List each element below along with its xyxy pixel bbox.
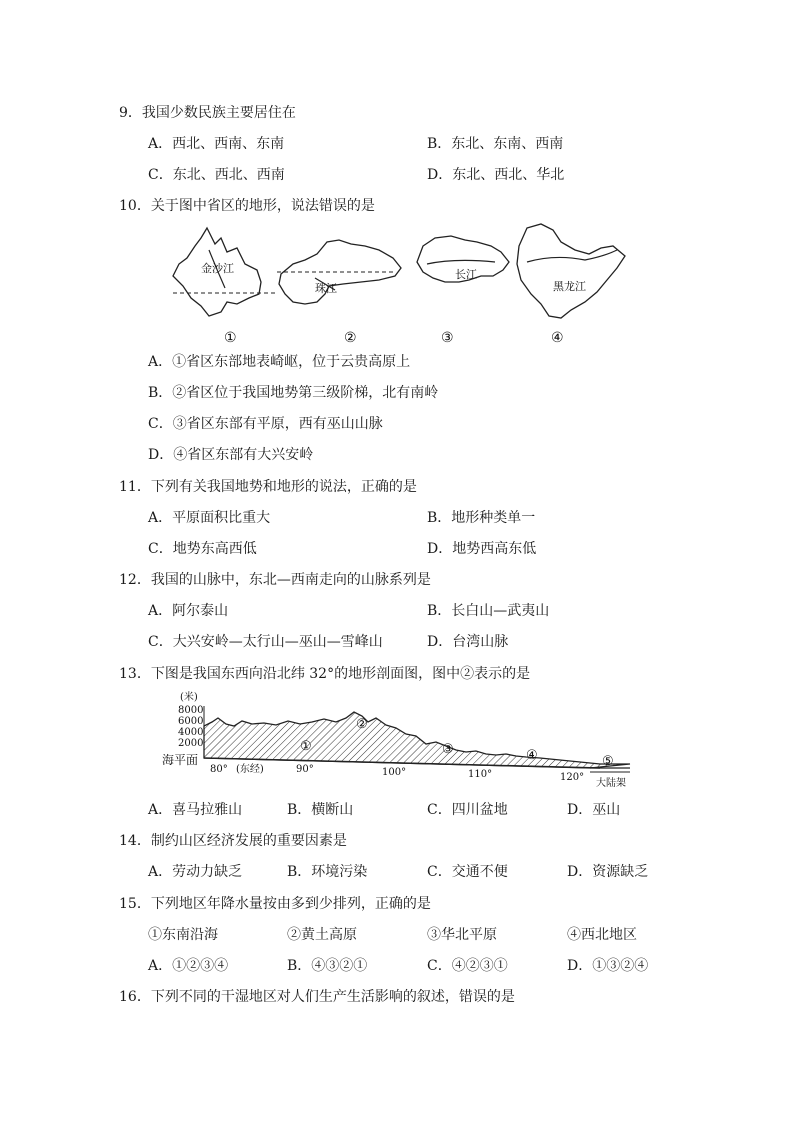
- profile-xtick-120: 120°: [560, 772, 585, 783]
- q12-option-c[interactable]: C．大兴安岭—太行山—巫山—雪峰山: [148, 634, 383, 650]
- q15-option-b[interactable]: B．④③②①: [287, 958, 368, 974]
- question-14-stem: 14．制约山区经济发展的重要因素是: [119, 833, 347, 849]
- q11-option-d[interactable]: D．地势西高东低: [427, 541, 537, 557]
- profile-ytick-8000: 8000: [178, 705, 204, 716]
- map-label-jinsha: 金沙江: [201, 262, 234, 275]
- q14-option-c[interactable]: C．交通不便: [427, 864, 508, 880]
- q15-option-a[interactable]: A．①②③④: [148, 958, 229, 974]
- profile-marker-5: ⑤: [602, 754, 614, 769]
- q13-option-b[interactable]: B．横断山: [287, 802, 354, 818]
- province-maps-figure: [165, 220, 635, 345]
- question-10-stem: 10．关于图中省区的地形，说法错误的是: [119, 198, 375, 214]
- question-11-stem: 11．下列有关我国地势和地形的说法，正确的是: [119, 479, 417, 495]
- q9-option-d[interactable]: D．东北、西北、华北: [427, 167, 565, 183]
- profile-unit-label: (米): [180, 692, 198, 703]
- q15-item-1: ①东南沿海: [148, 927, 218, 943]
- profile-xtick-110: 110°: [468, 769, 493, 780]
- q12-option-b[interactable]: B．长白山—武夷山: [427, 603, 550, 619]
- profile-ytick-4000: 4000: [178, 727, 204, 738]
- q15-option-d[interactable]: D．①③②④: [567, 958, 649, 974]
- map-label-zhu: 珠江: [315, 282, 337, 295]
- q12-option-d[interactable]: D．台湾山脉: [427, 634, 509, 650]
- q15-option-c[interactable]: C．④②③①: [427, 958, 508, 974]
- profile-xtick-90: 90°: [296, 764, 314, 775]
- map-number-1: ①: [224, 330, 237, 345]
- q11-option-c[interactable]: C．地势东高西低: [148, 541, 257, 557]
- profile-ytick-2000: 2000: [178, 738, 204, 749]
- q10-option-c[interactable]: C．③省区东部有平原，西有巫山山脉: [148, 416, 383, 432]
- q9-option-c[interactable]: C．东北、西北、西南: [148, 167, 285, 183]
- question-15-stem: 15．下列地区年降水量按由多到少排列，正确的是: [119, 896, 431, 912]
- profile-sea-level-label: 海平面: [162, 753, 199, 767]
- q14-option-b[interactable]: B．环境污染: [287, 864, 368, 880]
- q15-item-3: ③华北平原: [427, 927, 497, 943]
- q13-option-d[interactable]: D．巫山: [567, 802, 621, 818]
- q9-option-b[interactable]: B．东北、东南、西南: [427, 136, 564, 152]
- q11-option-a[interactable]: A．平原面积比重大: [148, 510, 271, 526]
- question-12-stem: 12．我国的山脉中，东北—西南走向的山脉系列是: [119, 572, 431, 588]
- profile-shelf-label: 大陆架: [596, 778, 626, 789]
- map-number-4: ④: [551, 330, 564, 345]
- profile-marker-1: ①: [300, 739, 312, 754]
- q11-option-b[interactable]: B．地形种类单一: [427, 510, 536, 526]
- map-label-heilong: 黑龙江: [553, 280, 586, 293]
- q13-option-a[interactable]: A．喜马拉雅山: [148, 802, 243, 818]
- profile-marker-4: ④: [526, 748, 538, 763]
- map-number-3: ③: [441, 330, 454, 345]
- profile-lon-unit: (东经): [236, 764, 264, 775]
- q15-item-2: ②黄土高原: [287, 927, 357, 943]
- question-13-stem: 13．下图是我国东西向沿北纬 32°的地形剖面图，图中②表示的是: [119, 666, 531, 682]
- q10-option-d[interactable]: D．④省区东部有大兴安岭: [148, 447, 314, 463]
- province-map-4: [517, 224, 625, 318]
- profile-marker-3: ③: [442, 742, 454, 757]
- q9-option-a[interactable]: A．西北、西南、东南: [148, 136, 285, 152]
- question-9-stem: 9．我国少数民族主要居住在: [119, 105, 296, 121]
- q12-option-a[interactable]: A．阿尔泰山: [148, 603, 229, 619]
- question-16-stem: 16．下列不同的干湿地区对人们生产生活影响的叙述，错误的是: [119, 989, 515, 1005]
- profile-xtick-100: 100°: [382, 767, 407, 778]
- q14-option-d[interactable]: D．资源缺乏: [567, 864, 649, 880]
- map-label-chang: 长江: [455, 268, 477, 281]
- profile-ytick-6000: 6000: [178, 716, 204, 727]
- q14-option-a[interactable]: A．劳动力缺乏: [148, 864, 243, 880]
- q10-option-b[interactable]: B．②省区位于我国地势第三级阶梯，北有南岭: [148, 385, 439, 401]
- q13-option-c[interactable]: C．四川盆地: [427, 802, 508, 818]
- profile-xtick-80: 80°: [210, 764, 228, 775]
- q15-item-4: ④西北地区: [567, 927, 637, 943]
- profile-marker-2: ②: [356, 717, 368, 732]
- map-number-2: ②: [344, 330, 357, 345]
- q10-option-a[interactable]: A．①省区东部地表崎岖，位于云贵高原上: [148, 354, 411, 370]
- terrain-profile-figure: [160, 688, 645, 793]
